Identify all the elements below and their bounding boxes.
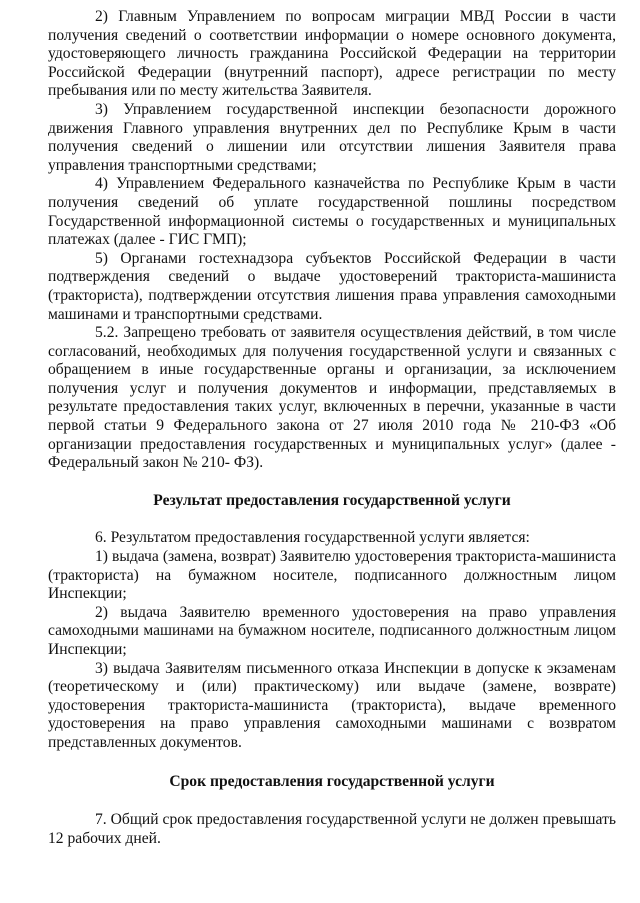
result-item-1: 1) выдача (замена, возврат) Заявителю удостоверения тракториста-машиниста (тракториста) на бумажном носителе, подписанного должностным лицом Инспекции;	[48, 548, 616, 603]
result-item-3: 3) выдача Заявителям письменного отказа Инспекции в допуске к экзаменам (теоретическому и (или) практическому) или выдаче (замене, возврате) удостоверения тракториста-машиниста (тракториста), выдаче временного удостоверения на право управления самоходными машинами с возвратом представленных документов.	[48, 659, 616, 751]
paragraph-3-traffic-police: 3) Управлением государственной инспекции безопасности дорожного движения Главного управления внутренних дел по Республике Крым в части получения сведений о лишении или отсутствии лишения Заявителя права управления транспортными средствами;	[48, 100, 616, 174]
paragraph-5-gostekhnadzor: 5) Органами гостехнадзора субъектов Российской Федерации в части подтверждения сведений о выдаче удостоверений тракториста-машиниста (тракториста), подтверждении отсутствия лишения права управления самоходными машинами и транспортными средствами.	[48, 249, 616, 323]
section-heading-result: Результат предоставления государственной услуги	[153, 491, 511, 509]
document-page	[48, 8, 616, 848]
paragraph-2-migration: 2) Главным Управлением по вопросам миграции МВД России в части получения сведений о соответствии информации о номере основного документа, удостоверяющего личность гражданина Российской Федерации на территории Российской Федерации (внутренний паспорт), адресе регистрации по месту пребывания или по месту жительства Заявителя.	[48, 8, 616, 100]
section-heading-term: Срок предоставления государственной услуги	[169, 772, 495, 790]
paragraph-6-result: 6. Результатом предоставления государственной услуги является:	[95, 529, 530, 547]
paragraph-5-2-prohibition: 5.2. Запрещено требовать от заявителя осуществления действий, в том числе согласований, необходимых для получения государственной услуги и связанных с обращением в иные государственные органы и организации, за исключением получения услуг и получения документов и информации, представляемых в результате предоставления таких услуг, включенных в перечни, указанные в части первой статьи 9 Федерального закона от 27 июля 2010 года № 210-ФЗ «Об организации предоставления государственных и муниципальных услуг» (далее - Федеральный закон № 210- ФЗ).	[48, 324, 616, 472]
result-item-2: 2) выдача Заявителю временного удостоверения на право управления самоходными машинами на бумажном носителе, подписанного должностным лицом Инспекции;	[48, 603, 616, 658]
paragraph-7-term: 7. Общий срок предоставления государственной услуги не должен превышать 12 рабочих дней.	[48, 811, 616, 847]
paragraph-4-treasury: 4) Управлением Федерального казначейства по Республике Крым в части получения сведений об уплате государственной пошлины посредством Государственной информационной системы о государственных и муниципальных платежах (далее - ГИС ГМП);	[48, 175, 616, 249]
